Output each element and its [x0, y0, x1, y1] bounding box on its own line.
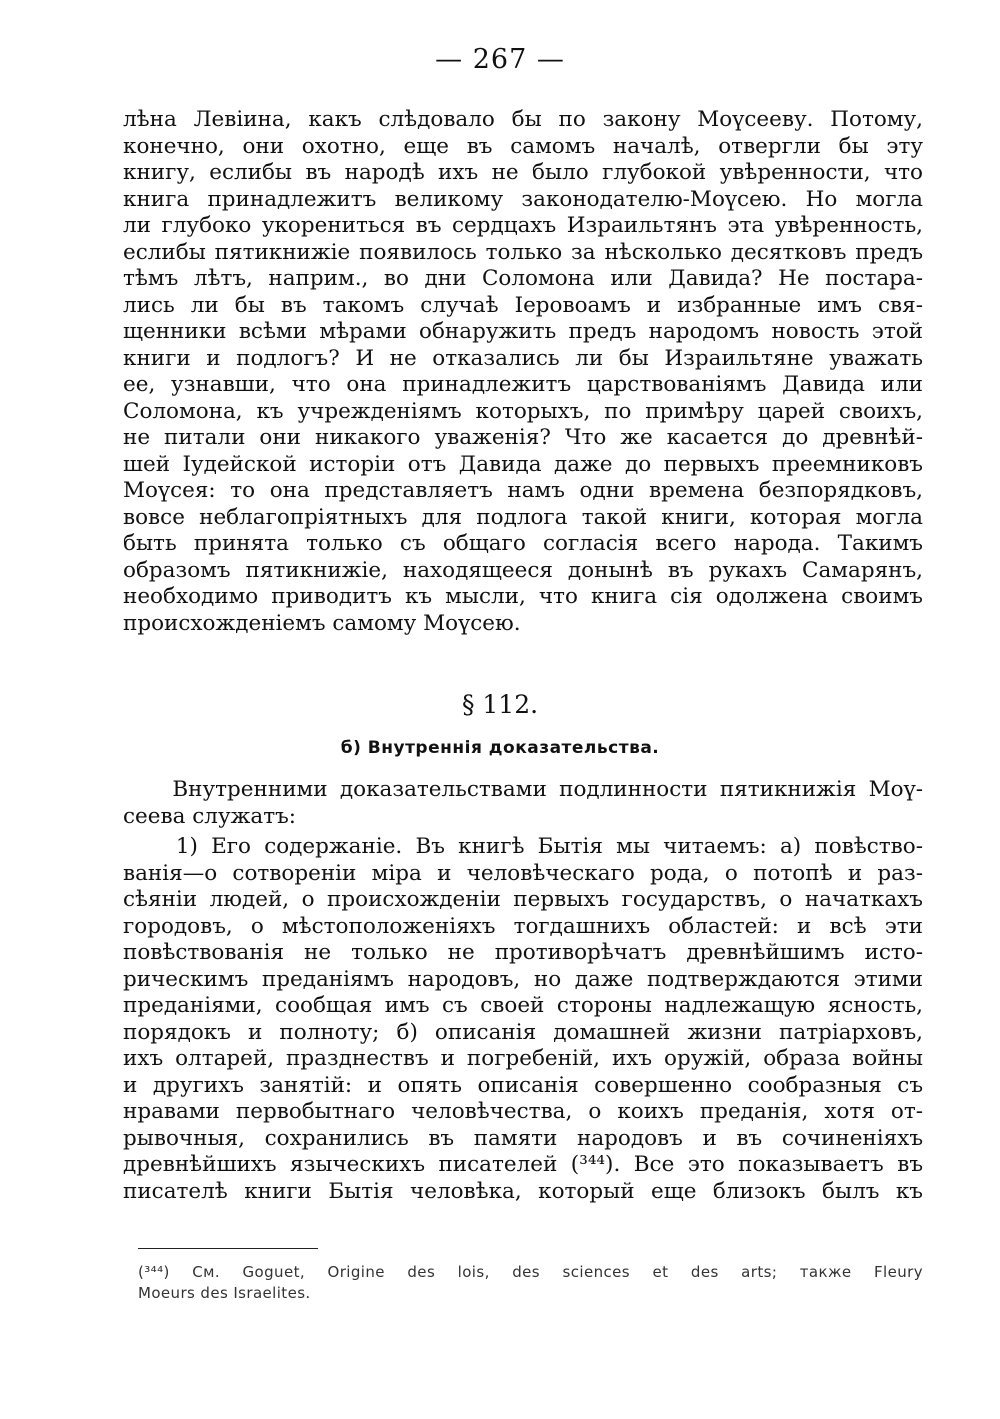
text-line: образомъ пятикнижіе, находящееся донынѣ въ рукахъ Самарянъ,	[123, 557, 923, 583]
text-line: и другихъ занятій: и опять описанія совершенно сообразныя съ	[123, 1072, 923, 1098]
text-line: не питали они никакого уваженія? Что же касается до древнѣй-	[123, 425, 923, 450]
text-line: порядокъ и полноту; б) описанія домашней жизни патріарховъ,	[123, 1019, 923, 1045]
text-line: ихъ олтарей, празднествъ и погребеній, ихъ оружій, образа войны	[123, 1046, 923, 1071]
text-line: необходимо приводитъ къ мысли, что книга сія одолжена своимъ	[123, 584, 923, 609]
page-number: — 267 —	[435, 44, 565, 75]
text-line: ванія—о сотвореніи міра и человѣческаго рода, о потопѣ и раз-	[123, 860, 923, 886]
text-line: еслибы пятикнижіе появилось только за нѣсколько десятковъ предъ	[123, 239, 923, 265]
section-number: § 112.	[461, 690, 539, 719]
paragraph-2	[123, 777, 923, 830]
text-line: ли глубоко укорениться въ сердцахъ Израильтянъ эта увѣренность,	[123, 213, 923, 238]
text-line: 1) Его содержаніе. Въ книгѣ Бытія мы читаемъ: а) повѣство-	[123, 834, 923, 859]
paragraph-1	[123, 107, 923, 637]
text-line: преданіями, сообщая имъ съ своей стороны надлежащую ясность,	[123, 993, 923, 1018]
text-line: лѣна Левіина, какъ слѣдовало бы по закону Моүсееву. Потому,	[123, 107, 923, 132]
text-line: книгу, еслибы въ народѣ ихъ не было глубокой увѣренности, что	[123, 160, 923, 185]
text-line: Внутренними доказательствами подлинности пятикнижія Моү-	[123, 777, 923, 802]
text-line: лись ли бы въ такомъ случаѣ Іеровоамъ и избранные имъ свя-	[123, 292, 923, 318]
text-line: писателѣ книги Бытія человѣка, который еще близокъ былъ къ	[123, 1178, 923, 1204]
paragraph-3	[123, 834, 923, 1205]
footnote	[138, 1262, 923, 1304]
text-line: древнѣйшихъ языческихъ писателей (³⁴⁴). Все это показываетъ въ	[123, 1152, 923, 1177]
text-line: городовъ, о мѣстоположеніяхъ тогдашнихъ областей: и всѣ эти	[123, 913, 923, 939]
text-line: сеева служатъ:	[123, 803, 297, 829]
footnote-line-2: Moeurs des Israelites.	[138, 1284, 311, 1302]
text-line: рическимъ преданіямъ народовъ, но даже подтверждаются этими	[123, 966, 923, 992]
text-line: рывочныя, сохранились въ памяти народовъ и въ сочиненіяхъ	[123, 1125, 923, 1151]
footnote-divider	[138, 1248, 318, 1249]
text-line: вовсе неблагопріятныхъ для подлога такой книги, которая могла	[123, 504, 923, 530]
section-heading: б) Внутреннія доказательства.	[340, 738, 660, 758]
footnote-line-1: (³⁴⁴) См. Goguet, Origine des lois, des sciences et des arts; также Fleury	[138, 1263, 923, 1281]
text-line: ее, узнавши, что она принадлежитъ царствованіямъ Давида или	[123, 372, 923, 397]
text-line: сѣяніи людей, о происхожденіи первыхъ государствъ, о начаткахъ	[123, 887, 923, 912]
text-line: Моүсея: то она представляетъ намъ одни времена безпорядковъ,	[123, 478, 923, 503]
text-line: происхожденіемъ самому Моүсею.	[123, 610, 521, 636]
text-line: шей Іудейской исторіи отъ Давида даже до первыхъ преемниковъ	[123, 451, 923, 477]
text-line: Соломона, къ учрежденіямъ которыхъ, по примѣру царей своихъ,	[123, 398, 923, 424]
text-line: щенники всѣми мѣрами обнаружить предъ народомъ новость этой	[123, 319, 923, 344]
text-line: книга принадлежитъ великому законодателю-Моүсею. Но могла	[123, 186, 923, 212]
text-line: быть принята только съ общаго согласія всего народа. Такимъ	[123, 531, 923, 556]
text-line: конечно, они охотно, еще въ самомъ началѣ, отвергли бы эту	[123, 133, 923, 159]
text-line: книги и подлогъ? И не отказались ли бы Израильтяне уважать	[123, 345, 923, 371]
text-line: нравами первобытнаго человѣчества, о коихъ преданія, хотя от-	[123, 1099, 923, 1124]
text-line: тѣмъ лѣтъ, наприм., во дни Соломона или Давида? Не постара-	[123, 266, 923, 291]
text-line: повѣствованія не только не противорѣчатъ древнѣйшимъ исто-	[123, 940, 923, 965]
